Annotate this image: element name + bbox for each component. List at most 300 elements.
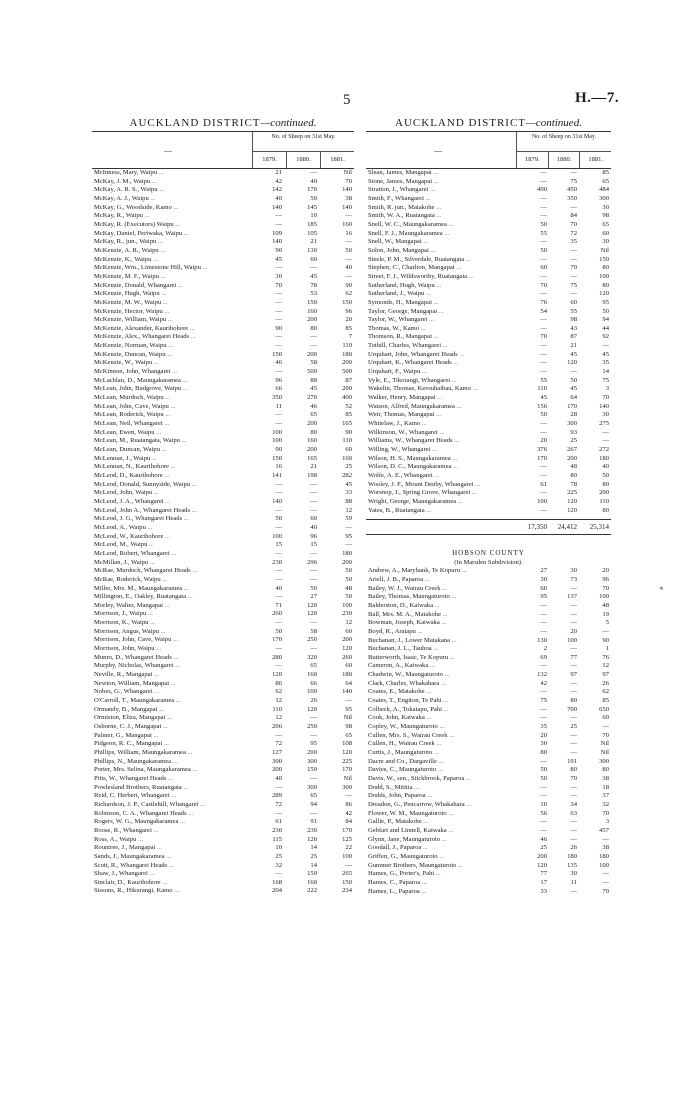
table-row: Palmer, G., Mangapai ... — — 65: [94, 731, 352, 739]
sheep-count-cell: —: [310, 264, 317, 272]
owner-name: McKenzie, M. F., Waipu: [94, 272, 159, 280]
sheep-count-cell: Nil: [600, 740, 609, 748]
sheep-count-cell: 200: [272, 766, 282, 774]
sheep-count-cell: 88: [310, 376, 317, 384]
sheep-count-cell: 400: [342, 394, 352, 402]
sheep-count-cell: 200: [342, 558, 352, 566]
owner-name: McKay, J. M., Waipu: [94, 177, 151, 185]
owner-name: Bailey, W. J., Wairau Creek: [368, 584, 441, 592]
table-row: Morrison, John, Cave, Waipu ... 170 250 200: [94, 636, 352, 644]
sheep-count-cell: 19: [602, 610, 609, 618]
table-row: McKay, A. J., Waipu ... 40 50 38: [94, 194, 352, 202]
table-row: Andrew, A., Marybank, Te Kopuru ... 27 30 20: [368, 567, 609, 575]
sheep-count-cell: 204: [272, 887, 282, 895]
sheep-count-cell: 61: [275, 818, 282, 826]
sheep-count-cell: Nil: [343, 774, 352, 782]
sheep-count-cell: 55: [540, 229, 547, 237]
sheep-count-cell: 25: [540, 844, 547, 852]
owner-name: Symonds, H., Mangapai: [368, 298, 432, 306]
sheep-count-label: No. of Sheep on 31st May.: [271, 134, 336, 140]
sheep-count-cell: 100: [307, 688, 317, 696]
owner-name: Murphy, Nicholas, Whangarei: [94, 662, 174, 670]
sheep-count-cell: 96: [602, 575, 609, 583]
sheep-count-cell: 50: [540, 246, 547, 254]
sheep-count-cell: 18: [602, 783, 609, 791]
owner-name: McKay, R., jun., Waipu: [94, 238, 157, 246]
sheep-count-cell: 75: [570, 177, 577, 185]
table-row: McLeod, Donald, Sunnyside, Waipu ... — — 45: [94, 480, 352, 488]
sheep-count-cell: —: [275, 333, 282, 341]
sheep-count-cell: 38: [345, 194, 352, 202]
sheep-count-cell: 40: [310, 177, 317, 185]
sheep-count-cell: —: [310, 645, 317, 653]
owner-name: Neville, R., Mangapai: [94, 671, 153, 679]
sheep-count-cell: —: [275, 593, 282, 601]
table-row: Morrison, John, Waipu ... — — 120: [94, 645, 352, 653]
sheep-count-cell: 100: [537, 497, 547, 505]
table-row: Osborne, C. J., Mangapai ... 206 250 98: [94, 723, 352, 730]
table-row: Phillips, N., Maungakaramea ... 300 300 225: [94, 757, 352, 765]
table-row: Griffen, G., Maungaturoto ... 200 180 180: [368, 852, 609, 860]
table-row: Cameron, A., Kaiwaka ... — — 12: [368, 662, 609, 670]
table-row: Wooley, J. F., Mount Denby, Whangarei ... 61 78 80: [368, 480, 609, 488]
total-value: 17,350: [527, 523, 547, 532]
table-row: Taylor, George, Mangapai ... 54 55 50: [368, 307, 609, 315]
owner-name: Sissons, R., Hikurangi, Kamo: [94, 887, 173, 895]
sheep-count-cell: 100: [599, 593, 609, 601]
sheep-count-cell: —: [275, 489, 282, 497]
sheep-count-cell: 230: [307, 826, 317, 834]
sheep-count-cell: —: [540, 324, 547, 332]
sheep-count-cell: 80: [310, 324, 317, 332]
sheep-count-cell: 120: [567, 497, 577, 505]
table-row: Ariell, J. B., Paparoa ... 30 73 96: [368, 575, 609, 583]
owner-name: Dacre and Co., Dargaville: [368, 757, 437, 765]
sheep-count-cell: 33: [540, 887, 547, 895]
sheep-count-cell: 200: [307, 420, 317, 428]
owner-name: McLean, Roderick, Waipu: [94, 411, 164, 419]
table-row: Hames, L., Paparoa ... 33 — 70: [368, 887, 609, 895]
owner-name: Sutherland, J., Waipu: [368, 290, 425, 298]
section-title: HOBSON COUNTY: [452, 549, 525, 558]
sheep-count-cell: —: [540, 662, 547, 670]
table-row: Goodall, J., Paparoa ... 25 26 38: [368, 844, 609, 852]
owner-name: Stone, James, Mangapai: [368, 177, 433, 185]
sheep-count-cell: —: [540, 471, 547, 479]
owner-name: Shaw, J., Whangarei: [94, 870, 148, 878]
sheep-count-cell: —: [540, 359, 547, 367]
table-row: McKenzie, Wm., Limestone Hill, Waipu ... — — 40: [94, 264, 352, 272]
totals-row: [366, 519, 611, 535]
sheep-count-cell: —: [540, 627, 547, 635]
sheep-count-cell: 80: [570, 471, 577, 479]
sheep-count-cell: 200: [567, 454, 577, 462]
sheep-count-cell: 100: [599, 272, 609, 280]
table-row: Slean, James, Mangapai ... — — 85: [368, 169, 609, 176]
owner-name: Curtis, J., Maungaturoto: [368, 749, 433, 757]
sheep-count-cell: 120: [537, 861, 547, 869]
table-row: Sands, J., Maungakaramea ... 25 25 100: [94, 852, 352, 860]
year-header: 1881.: [320, 152, 354, 168]
sheep-count-cell: Nil: [343, 714, 352, 722]
owner-name: Cameron, A., Kaiwaka: [368, 662, 429, 670]
sheep-count-cell: 484: [599, 186, 609, 194]
sheep-count-cell: 96: [275, 376, 282, 384]
sheep-count-cell: 500: [342, 368, 352, 376]
sheep-count-cell: —: [275, 619, 282, 627]
sheep-count-cell: 45: [310, 272, 317, 280]
sheep-count-cell: 234: [342, 887, 352, 895]
table-row: Morrison, K., Waipu ... — — 12: [94, 619, 352, 627]
table-row: Balderston, D., Kaiwaka ... — — 48: [368, 601, 609, 609]
table-row: Thomson, R., Mangapai ... 70 87 92: [368, 333, 609, 341]
table-row: Newton, William, Mangapai ... 86 66 64: [94, 679, 352, 687]
table-row: Morrison, J., Waipu ... 260 120 230: [94, 610, 352, 618]
table-row: McKenzie, Donald, Whangarei ... 70 78 90: [94, 281, 352, 289]
owner-name: McLeod, Robert, Whangarei: [94, 549, 170, 557]
sheep-count-cell: 65: [310, 662, 317, 670]
owner-name: Yates, B., Ruatangata: [368, 506, 425, 514]
sheep-count-cell: 76: [602, 653, 609, 661]
sheep-count-cell: 200: [307, 316, 317, 324]
owner-name: Worsnop, J., Spring Grove, Whangarei: [368, 489, 471, 497]
sheep-count-cell: 135: [567, 861, 577, 869]
sheep-count-cell: 50: [310, 194, 317, 202]
sheep-count-cell: —: [275, 549, 282, 557]
sheep-count-cell: 206: [272, 723, 282, 730]
sheep-count-cell: 92: [602, 333, 609, 341]
owner-name: McKay, R. (Executors) Waipu: [94, 220, 174, 228]
owner-name: Solon, John, Mangapai: [368, 246, 429, 254]
sheep-count-cell: 185: [307, 220, 317, 228]
sheep-count-cell: —: [540, 714, 547, 722]
sheep-count-cell: —: [570, 584, 577, 592]
sheep-count-cell: —: [345, 238, 352, 246]
sheep-count-cell: —: [540, 463, 547, 471]
sheep-count-cell: 12: [275, 697, 282, 705]
sheep-count-cell: 300: [599, 194, 609, 202]
table-row: McKay, J. M., Waipu ... 42 40 70: [94, 177, 352, 185]
sheep-count-cell: 45: [540, 394, 547, 402]
table-row: McKenzie, A. R., Waipu ... 90 130 50: [94, 246, 352, 254]
sheep-count-cell: —: [570, 662, 577, 670]
owner-name: McLean, Duncan, Waipu: [94, 446, 160, 453]
sheep-count-cell: 110: [272, 705, 282, 713]
sheep-count-cell: 65: [602, 220, 609, 228]
sheep-count-cell: 225: [342, 757, 352, 765]
owner-name: Snell, F. J., Maungakaramea: [368, 229, 443, 237]
sheep-count-cell: 150: [599, 255, 609, 263]
sheep-count-cell: 170: [537, 454, 547, 462]
owner-name: Morrison, J., Waipu: [94, 610, 147, 618]
sheep-count-cell: 200: [307, 350, 317, 358]
sheep-count-cell: 25: [275, 852, 282, 860]
year-header: 1879.: [262, 156, 277, 163]
owner-name: Ross, A., Waipu: [94, 835, 137, 843]
sheep-count-cell: —: [345, 697, 352, 705]
sheep-count-cell: —: [602, 342, 609, 350]
sheep-count-cell: Nil: [600, 246, 609, 254]
owner-name: Boyd, R., Aratapu: [368, 627, 416, 635]
page-number: 5: [343, 92, 351, 108]
sheep-count-cell: 156: [537, 402, 547, 410]
table-row: McLachlan, D., Maungakaramea ... 96 88 87: [94, 376, 352, 384]
owner-name: McKay, R., Waipu: [94, 212, 143, 220]
sheep-count-cell: 170: [307, 186, 317, 194]
owner-name: McLeod, John A., Whangarei Heads: [94, 506, 191, 514]
sheep-count-cell: 150: [342, 878, 352, 886]
sheep-count-cell: 25: [345, 463, 352, 471]
sheep-count-cell: —: [540, 420, 547, 428]
owner-name: Smith, F., Whangarei: [368, 194, 424, 202]
owner-name: Bowman, Joseph, Kaiwaka: [368, 619, 440, 627]
sheep-count-cell: 60: [345, 627, 352, 635]
owner-name: McLeod, M., Waipu: [94, 541, 148, 549]
table-row: Wright, George, Maungakaramea ... 100 120 110: [368, 497, 609, 505]
sheep-count-cell: 267: [567, 446, 577, 453]
sheep-count-cell: 60: [602, 714, 609, 722]
sheep-count-cell: 96: [345, 307, 352, 315]
sheep-count-cell: —: [310, 549, 317, 557]
sheep-count-cell: —: [602, 835, 609, 843]
sheep-count-cell: —: [570, 688, 577, 696]
owner-name: Chadwin, W., Maungaturoto: [368, 671, 443, 679]
sheep-count-cell: 141: [272, 471, 282, 479]
sheep-count-cell: 60: [540, 584, 547, 592]
table-row: Walker, Henry, Mangapai ... 45 64 70: [368, 394, 609, 402]
sheep-count-cell: —: [540, 428, 547, 436]
table-row: Urquhart, K., Whangarei Heads ... — 120 35: [368, 359, 609, 367]
sheep-count-cell: —: [345, 541, 352, 549]
table-row: Ball, Mrs. M. A., Matakohe ... — — 19: [368, 610, 609, 618]
sheep-count-cell: 45: [345, 480, 352, 488]
sheep-count-cell: —: [570, 645, 577, 653]
sheep-count-cell: 300: [599, 757, 609, 765]
sheep-count-cell: —: [310, 809, 317, 817]
sheep-count-cell: 20: [602, 567, 609, 575]
sheep-count-cell: —: [570, 679, 577, 687]
sheep-count-cell: 26: [602, 679, 609, 687]
sheep-count-cell: 2: [543, 645, 547, 653]
sheep-count-cell: —: [570, 835, 577, 843]
sheep-count-cell: 265: [342, 870, 352, 878]
sheep-count-cell: 65: [310, 411, 317, 419]
table-row: Murphy, Nicholas, Whangarei ... — 65 60: [94, 662, 352, 670]
sheep-count-cell: 200: [342, 385, 352, 393]
sheep-count-cell: 132: [537, 671, 547, 679]
owner-name: McKenzie, Alexander, Kaurihohore: [94, 324, 189, 332]
owner-name: McKenzie, Hector, Waipu: [94, 307, 163, 315]
sheep-count-cell: 90: [602, 636, 609, 644]
sheep-count-cell: 105: [307, 229, 317, 237]
table-row: McKinnon, John, Whangarei ... — 500 500: [94, 368, 352, 376]
sheep-count-cell: 100: [599, 861, 609, 869]
sheep-count-cell: 170: [342, 766, 352, 774]
sheep-count-cell: 30: [602, 411, 609, 419]
sheep-count-cell: 12: [345, 506, 352, 514]
table-row: Neville, R., Mangapai ... 120 160 180: [94, 671, 352, 679]
sheep-count-cell: 62: [345, 290, 352, 298]
sheep-count-cell: —: [540, 601, 547, 609]
table-row: McKenzie, William, Waipu ... — 200 20: [94, 316, 352, 324]
sheep-count-cell: 165: [307, 454, 317, 462]
sheep-count-cell: 180: [599, 852, 609, 860]
sheep-count-cell: 72: [275, 740, 282, 748]
sheep-count-cell: —: [310, 480, 317, 488]
sheep-count-cell: 20: [345, 316, 352, 324]
sheep-count-cell: 272: [599, 446, 609, 453]
sheep-count-cell: 98: [345, 723, 352, 730]
sheep-count-cell: 45: [570, 385, 577, 393]
sheep-count-cell: —: [570, 714, 577, 722]
sheep-count-cell: 500: [307, 368, 317, 376]
table-row: Roose, R., Whangarei ... 230 230 170: [94, 826, 352, 834]
sheep-table: [92, 169, 354, 896]
table-row: Sissons, R., Hikurangi, Kamo ... 204 222 234: [94, 887, 352, 895]
sheep-count-cell: 70: [345, 177, 352, 185]
owner-name: McKenzie, Wm., Limestone Hill, Waipu: [94, 264, 201, 272]
sheep-count-cell: —: [275, 645, 282, 653]
table-row: Boyd, R., Aratapu ... — 20 —: [368, 627, 609, 635]
sheep-count-cell: —: [540, 818, 547, 826]
sheep-count-cell: 95: [602, 298, 609, 306]
sheep-count-cell: —: [310, 169, 317, 176]
sheep-count-cell: 10: [310, 212, 317, 220]
owner-name: McKay, A. R. S., Waipu: [94, 186, 158, 194]
sheep-count-cell: —: [602, 723, 609, 731]
sheep-count-cell: 84: [570, 212, 577, 220]
owner-name: McLeod, John, Waipu: [94, 489, 153, 497]
sheep-count-cell: 300: [307, 757, 317, 765]
sheep-count-cell: 26: [570, 844, 577, 852]
sheep-count-cell: —: [540, 238, 547, 246]
sheep-count-cell: 85: [602, 697, 609, 705]
owner-name: McLeod, J. A., Whangarei: [94, 497, 164, 505]
sheep-count-cell: 86: [345, 800, 352, 808]
sheep-count-cell: 140: [272, 238, 282, 246]
sheep-count-cell: 350: [272, 394, 282, 402]
sheep-count-cell: 180: [342, 549, 352, 557]
table-row: Urquhart, John, Whangarei Heads ... — 45 45: [368, 350, 609, 358]
sheep-count-cell: —: [345, 523, 352, 531]
district-title: [92, 115, 354, 131]
sheep-count-cell: 120: [272, 671, 282, 679]
sheep-count-cell: 61: [540, 480, 547, 488]
sheep-count-cell: 70: [540, 333, 547, 341]
owner-name: Snell, W., Mangapai: [368, 238, 422, 246]
table-row: Reid, C. Herbert, Whangarei ... 289 65 —: [94, 792, 352, 800]
table-row: Davis, W., sen., Stickbrook, Paparoa ... 50 70 38: [368, 775, 609, 782]
owner-name: Thomson, R., Mangapai: [368, 333, 432, 341]
owner-name: Tothill, Charles, Whangarei: [368, 342, 442, 350]
sheep-count-cell: 20: [570, 627, 577, 635]
table-row: Butterworth, Isaac, Te Kopuru ... 69 77 76: [368, 653, 609, 661]
owner-name: Millington, E., Oakley, Ruatangata: [94, 593, 187, 601]
sheep-count-cell: 110: [537, 385, 547, 393]
table-row: Sutherland, J., Waipu ... — — 120: [368, 290, 609, 298]
owner-name: McKenzie, A. R., Waipu: [94, 246, 159, 254]
sheep-count-cell: 62: [275, 688, 282, 696]
table-row: Bailey, Thomas, Maungaturoto ... 95 137 100: [368, 593, 609, 601]
owner-name: Wilkinson, W., Whangarei: [368, 428, 438, 436]
sheep-count-cell: 72: [275, 800, 282, 808]
sheep-count-cell: —: [275, 220, 282, 228]
sheep-count-cell: 11: [570, 878, 577, 886]
table-row: McLeod, J. G., Whangarei Heads ... 50 60 59: [94, 515, 352, 523]
table-row: Cullen, Mrs. S., Wairau Creek ... 20 — 70: [368, 731, 609, 739]
sheep-count-cell: 270: [307, 394, 317, 402]
sheep-count-cell: 110: [342, 342, 352, 350]
table-row: McKenzie, M. W., Waipu ... — 150 150: [94, 298, 352, 306]
table-row: McRae, Roderick, Waipu ... — — 50: [94, 575, 352, 583]
year-header: 1881.: [579, 152, 611, 168]
sheep-count-cell: 62: [602, 688, 609, 696]
sheep-count-cell: 17: [540, 878, 547, 886]
sheep-count-cell: 10: [275, 844, 282, 852]
owner-name: McLeod, J. G., Whangarei Heads: [94, 515, 183, 523]
sheep-count-cell: —: [275, 523, 282, 531]
sheep-count-cell: 300: [567, 420, 577, 428]
owner-name: Urquhart, F., Waipu: [368, 368, 421, 376]
sheep-count-cell: 150: [342, 298, 352, 306]
sheep-count-cell: 97: [570, 671, 577, 679]
sheep-count-label: No. of Sheep on 31st May.: [531, 134, 597, 140]
owner-name: Sutherland, Hugh, Waipu: [368, 281, 435, 289]
sheep-count-cell: —: [570, 731, 577, 739]
table-row: Smith, F., Whangarei ... — 350 300: [368, 194, 609, 202]
sheep-count-cell: 137: [567, 593, 577, 601]
table-row: Rountree, J., Mangapai ... 10 14 22: [94, 844, 352, 852]
sheep-count-cell: 14: [602, 368, 609, 376]
sheep-count-cell: 75: [540, 697, 547, 705]
sheep-count-cell: 490: [537, 186, 547, 194]
sheep-count-cell: 58: [310, 627, 317, 635]
sheep-count-cell: —: [540, 316, 547, 324]
owner-name: Wilson, D. C., Maungakaramea: [368, 463, 452, 471]
sheep-count-cell: 200: [307, 748, 317, 756]
sheep-count-cell: —: [275, 480, 282, 488]
sheep-count-cell: 7: [348, 333, 352, 341]
sheep-count-cell: —: [275, 212, 282, 220]
table-row: Scott, R., Whangarei Heads ... 32 14 —: [94, 861, 352, 869]
sheep-count-cell: 289: [272, 792, 282, 800]
sheep-count-cell: 140: [272, 203, 282, 211]
sheep-count-cell: —: [540, 255, 547, 263]
sheep-count-cell: 90: [345, 281, 352, 289]
sheep-count-cell: 94: [602, 316, 609, 324]
sheep-count-cell: —: [275, 342, 282, 350]
owner-name: Colbeck, A., Tokatapu, Pahi: [368, 705, 442, 713]
sheep-count-cell: 1: [605, 645, 609, 653]
sheep-count-cell: 120: [567, 506, 577, 514]
sheep-count-cell: 21: [275, 169, 282, 176]
owner-name: Stratton, J., Whangarei: [368, 186, 429, 194]
sheep-count-cell: 50: [540, 220, 547, 228]
owner-name: McLeod, A., Waipu: [94, 523, 146, 531]
sheep-count-cell: 25: [570, 723, 577, 731]
owner-name: O'Carroll, T., Maungakaramea: [94, 697, 175, 705]
sheep-count-cell: 180: [567, 852, 577, 860]
sheep-count-cell: 86: [275, 679, 282, 687]
owner-name: McLean, Murdoch, Waipu: [94, 394, 164, 402]
sheep-count-cell: 46: [540, 835, 547, 843]
district-title-text: AUCKLAND DISTRICT: [395, 117, 527, 129]
sheep-count-cell: 45: [310, 385, 317, 393]
sheep-count-cell: 93: [570, 428, 577, 436]
table-row: McLean, Roderick, Waipu ... — 65 85: [94, 411, 352, 419]
sheep-count-cell: —: [570, 290, 577, 298]
sheep-count-cell: 75: [602, 376, 609, 384]
